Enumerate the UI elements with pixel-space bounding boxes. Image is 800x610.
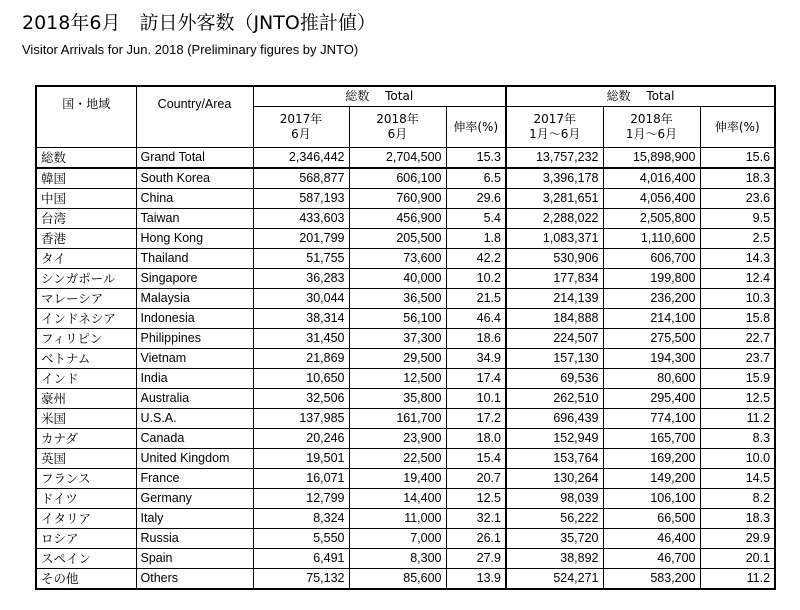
cell-2017-jun: 32,506 [253,389,349,409]
cell-2017-jun: 137,985 [253,409,349,429]
table-row [36,489,775,509]
cell-region-en: Spain [136,549,253,569]
cell-2017-ytd: 184,888 [506,309,603,329]
page-subtitle: Visitor Arrivals for Jun. 2018 (Preliminary figures by JNTO) [22,42,359,57]
cell-2017-jun: 10,650 [253,369,349,389]
header-growth-ytd: 伸率(%) [700,107,775,148]
cell-region-jp: ロシア [36,529,136,549]
cell-2018-jun: 37,300 [349,329,446,349]
cell-2018-jun: 19,400 [349,469,446,489]
cell-2018-jun: 606,100 [349,168,446,189]
table-row [36,449,775,469]
cell-region-en: Others [136,569,253,590]
table-row [36,469,775,489]
cell-2017-jun: 8,324 [253,509,349,529]
cell-growth-ytd: 2.5 [700,229,775,249]
table-row [36,168,775,189]
table-row [36,148,775,169]
cell-growth-ytd: 20.1 [700,549,775,569]
header-total-ytd: 総数 Total [506,86,775,107]
table-row [36,569,775,590]
cell-2017-jun: 201,799 [253,229,349,249]
cell-2018-jun: 14,400 [349,489,446,509]
cell-growth-monthly: 26.1 [446,529,506,549]
cell-region-en: United Kingdom [136,449,253,469]
cell-growth-monthly: 18.6 [446,329,506,349]
cell-growth-monthly: 17.2 [446,409,506,429]
cell-region-jp: その他 [36,569,136,590]
cell-2017-ytd: 69,536 [506,369,603,389]
cell-2017-ytd: 35,720 [506,529,603,549]
cell-2018-ytd: 583,200 [603,569,700,590]
cell-region-jp: イタリア [36,509,136,529]
cell-2017-jun: 12,799 [253,489,349,509]
cell-2017-ytd: 530,906 [506,249,603,269]
cell-growth-ytd: 12.5 [700,389,775,409]
cell-2018-jun: 40,000 [349,269,446,289]
cell-2018-jun: 36,500 [349,289,446,309]
table-row [36,189,775,209]
cell-growth-ytd: 14.3 [700,249,775,269]
cell-2018-ytd: 194,300 [603,349,700,369]
cell-region-en: Hong Kong [136,229,253,249]
cell-2018-ytd: 46,400 [603,529,700,549]
cell-growth-ytd: 11.2 [700,569,775,590]
cell-2018-jun: 22,500 [349,449,446,469]
table-row [36,369,775,389]
cell-growth-ytd: 10.0 [700,449,775,469]
cell-2017-jun: 30,044 [253,289,349,309]
cell-2018-ytd: 165,700 [603,429,700,449]
cell-2017-ytd: 3,396,178 [506,168,603,189]
cell-2017-ytd: 56,222 [506,509,603,529]
cell-2018-jun: 23,900 [349,429,446,449]
header-region-en: Country/Area [136,86,253,148]
cell-region-jp: 総数 [36,148,136,169]
cell-2018-ytd: 275,500 [603,329,700,349]
cell-2018-jun: 456,900 [349,209,446,229]
cell-region-jp: 韓国 [36,168,136,189]
cell-2018-ytd: 80,600 [603,369,700,389]
cell-growth-monthly: 46.4 [446,309,506,329]
cell-growth-ytd: 18.3 [700,509,775,529]
cell-2017-ytd: 3,281,651 [506,189,603,209]
cell-2018-ytd: 1,110,600 [603,229,700,249]
cell-growth-monthly: 27.9 [446,549,506,569]
cell-region-en: Germany [136,489,253,509]
visitor-arrivals-table [35,85,776,590]
cell-2017-jun: 31,450 [253,329,349,349]
cell-2018-ytd: 2,505,800 [603,209,700,229]
cell-region-jp: 英国 [36,449,136,469]
cell-region-jp: 香港 [36,229,136,249]
cell-region-en: China [136,189,253,209]
cell-region-en: Vietnam [136,349,253,369]
table-row [36,349,775,369]
cell-growth-ytd: 14.5 [700,469,775,489]
cell-region-jp: 米国 [36,409,136,429]
cell-2017-ytd: 524,271 [506,569,603,590]
table-row [36,529,775,549]
cell-2017-ytd: 177,834 [506,269,603,289]
cell-2017-ytd: 262,510 [506,389,603,409]
cell-region-en: U.S.A. [136,409,253,429]
cell-2017-ytd: 224,507 [506,329,603,349]
cell-2018-ytd: 149,200 [603,469,700,489]
cell-region-jp: インドネシア [36,309,136,329]
cell-growth-ytd: 10.3 [700,289,775,309]
cell-2018-ytd: 774,100 [603,409,700,429]
cell-2018-ytd: 169,200 [603,449,700,469]
cell-2017-jun: 51,755 [253,249,349,269]
cell-2018-jun: 73,600 [349,249,446,269]
cell-region-jp: タイ [36,249,136,269]
cell-2017-ytd: 696,439 [506,409,603,429]
cell-growth-monthly: 10.2 [446,269,506,289]
cell-2018-jun: 161,700 [349,409,446,429]
cell-region-jp: ドイツ [36,489,136,509]
cell-growth-monthly: 34.9 [446,349,506,369]
cell-growth-monthly: 10.1 [446,389,506,409]
cell-growth-ytd: 8.3 [700,429,775,449]
cell-2017-jun: 587,193 [253,189,349,209]
cell-region-jp: フランス [36,469,136,489]
cell-2018-ytd: 236,200 [603,289,700,309]
cell-growth-ytd: 15.9 [700,369,775,389]
cell-2018-jun: 12,500 [349,369,446,389]
cell-2017-ytd: 157,130 [506,349,603,369]
cell-region-jp: ベトナム [36,349,136,369]
cell-2018-jun: 8,300 [349,549,446,569]
cell-2018-ytd: 4,056,400 [603,189,700,209]
table-row [36,409,775,429]
table-row [36,389,775,409]
cell-2017-jun: 75,132 [253,569,349,590]
cell-growth-ytd: 23.7 [700,349,775,369]
cell-growth-ytd: 15.8 [700,309,775,329]
cell-2018-jun: 7,000 [349,529,446,549]
cell-2017-jun: 16,071 [253,469,349,489]
cell-region-jp: 中国 [36,189,136,209]
table-row [36,229,775,249]
cell-2018-ytd: 606,700 [603,249,700,269]
cell-2017-jun: 19,501 [253,449,349,469]
cell-growth-ytd: 29.9 [700,529,775,549]
cell-region-jp: スペイン [36,549,136,569]
header-2018-jun: 2018年 6月 [349,107,446,148]
cell-region-jp: カナダ [36,429,136,449]
table-row [36,329,775,349]
cell-2017-jun: 36,283 [253,269,349,289]
cell-region-en: South Korea [136,168,253,189]
cell-2018-ytd: 214,100 [603,309,700,329]
cell-2018-ytd: 199,800 [603,269,700,289]
table-row [36,249,775,269]
cell-2017-ytd: 130,264 [506,469,603,489]
header-2017-jun: 2017年 6月 [253,107,349,148]
cell-region-en: Singapore [136,269,253,289]
cell-region-en: Italy [136,509,253,529]
cell-2017-ytd: 152,949 [506,429,603,449]
header-2018-ytd: 2018年 1月～6月 [603,107,700,148]
cell-2017-ytd: 2,288,022 [506,209,603,229]
cell-2017-ytd: 98,039 [506,489,603,509]
cell-region-en: Thailand [136,249,253,269]
cell-2018-jun: 85,600 [349,569,446,590]
table-row [36,429,775,449]
cell-growth-ytd: 8.2 [700,489,775,509]
cell-region-jp: フィリピン [36,329,136,349]
cell-region-en: Australia [136,389,253,409]
cell-region-en: Russia [136,529,253,549]
cell-region-jp: インド [36,369,136,389]
cell-2017-jun: 568,877 [253,168,349,189]
cell-growth-ytd: 22.7 [700,329,775,349]
cell-2017-ytd: 38,892 [506,549,603,569]
cell-growth-ytd: 15.6 [700,148,775,169]
cell-2018-ytd: 4,016,400 [603,168,700,189]
cell-region-jp: 台湾 [36,209,136,229]
cell-region-jp: 豪州 [36,389,136,409]
table-row [36,549,775,569]
cell-2017-jun: 6,491 [253,549,349,569]
cell-growth-monthly: 18.0 [446,429,506,449]
cell-region-en: Grand Total [136,148,253,169]
cell-2018-jun: 205,500 [349,229,446,249]
cell-2018-jun: 29,500 [349,349,446,369]
header-growth-monthly: 伸率(%) [446,107,506,148]
cell-2018-jun: 56,100 [349,309,446,329]
cell-region-en: Taiwan [136,209,253,229]
cell-growth-monthly: 1.8 [446,229,506,249]
table-row [36,209,775,229]
cell-2017-jun: 433,603 [253,209,349,229]
cell-region-en: Canada [136,429,253,449]
cell-growth-ytd: 11.2 [700,409,775,429]
cell-growth-monthly: 15.3 [446,148,506,169]
cell-growth-monthly: 20.7 [446,469,506,489]
cell-2018-ytd: 15,898,900 [603,148,700,169]
cell-2017-ytd: 13,757,232 [506,148,603,169]
cell-2017-jun: 38,314 [253,309,349,329]
cell-growth-monthly: 21.5 [446,289,506,309]
cell-region-jp: シンガポール [36,269,136,289]
cell-growth-ytd: 23.6 [700,189,775,209]
cell-region-en: France [136,469,253,489]
cell-2018-jun: 35,800 [349,389,446,409]
cell-growth-monthly: 17.4 [446,369,506,389]
table-row [36,309,775,329]
cell-region-jp: マレーシア [36,289,136,309]
cell-region-en: Philippines [136,329,253,349]
cell-growth-monthly: 6.5 [446,168,506,189]
cell-2018-ytd: 106,100 [603,489,700,509]
cell-2017-jun: 21,869 [253,349,349,369]
cell-growth-monthly: 32.1 [446,509,506,529]
table-row [36,509,775,529]
cell-growth-monthly: 42.2 [446,249,506,269]
cell-region-en: Malaysia [136,289,253,309]
cell-2017-jun: 5,550 [253,529,349,549]
cell-growth-monthly: 12.5 [446,489,506,509]
cell-2017-ytd: 214,139 [506,289,603,309]
cell-growth-ytd: 12.4 [700,269,775,289]
cell-2017-ytd: 1,083,371 [506,229,603,249]
cell-2018-jun: 11,000 [349,509,446,529]
cell-2018-jun: 2,704,500 [349,148,446,169]
cell-growth-monthly: 5.4 [446,209,506,229]
cell-region-en: Indonesia [136,309,253,329]
cell-region-en: India [136,369,253,389]
cell-2017-jun: 20,246 [253,429,349,449]
page-title: 2018年6月 訪日外客数（JNTO推計値） [22,12,376,34]
cell-growth-ytd: 9.5 [700,209,775,229]
cell-growth-ytd: 18.3 [700,168,775,189]
cell-2017-jun: 2,346,442 [253,148,349,169]
cell-2018-ytd: 66,500 [603,509,700,529]
cell-2017-ytd: 153,764 [506,449,603,469]
cell-growth-monthly: 29.6 [446,189,506,209]
header-region-jp: 国・地域 [36,86,136,148]
cell-growth-monthly: 15.4 [446,449,506,469]
cell-2018-ytd: 295,400 [603,389,700,409]
cell-growth-monthly: 13.9 [446,569,506,590]
cell-2018-ytd: 46,700 [603,549,700,569]
cell-2018-jun: 760,900 [349,189,446,209]
table-row [36,289,775,309]
table-row [36,269,775,289]
header-2017-ytd: 2017年 1月～6月 [506,107,603,148]
header-total-monthly: 総数 Total [253,86,506,107]
